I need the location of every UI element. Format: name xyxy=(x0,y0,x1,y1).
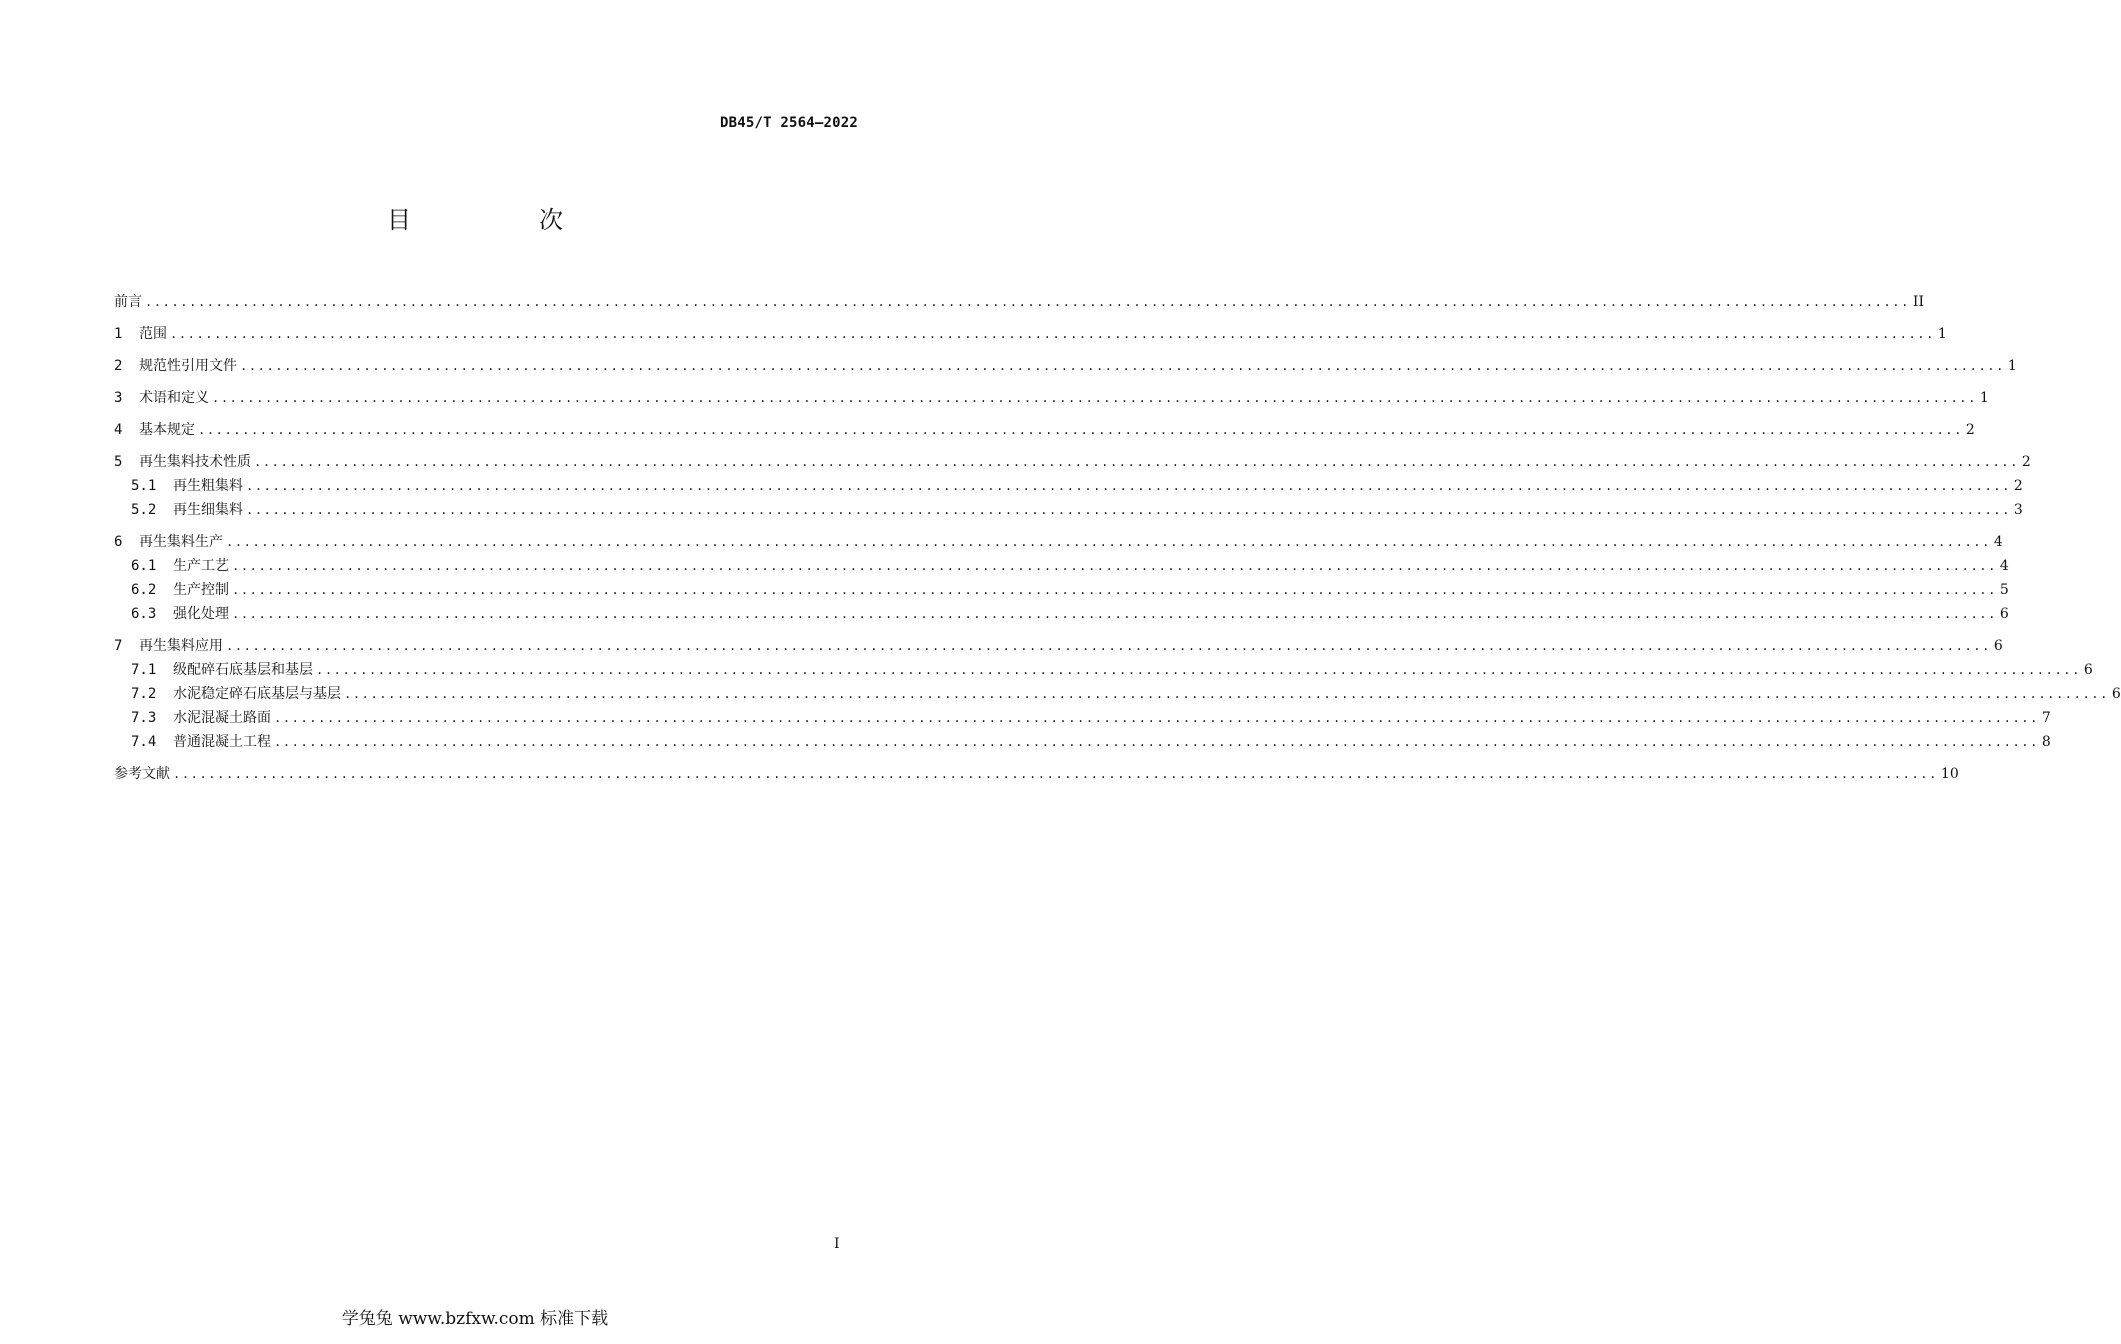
standard-code: DB45/T 2564—2022 xyxy=(719,115,858,131)
toc-entry-page: 2 xyxy=(2021,454,2031,470)
toc-leader-dots: ........................................................................................................................................................................................................ xyxy=(226,535,1991,549)
toc-entry-label: 普通混凝土工程 xyxy=(173,734,271,750)
toc-entry[interactable] xyxy=(114,656,2093,680)
toc-entry-number: 7.4 xyxy=(131,734,157,750)
toc-entry-label: 生产工艺 xyxy=(173,558,229,574)
toc-leader-dots: ........................................................................................................................................................................................................ xyxy=(198,423,1963,437)
toc-entry-label: 水泥稳定碎石底基层与基层 xyxy=(173,686,341,702)
toc-entry-number: 3 xyxy=(114,390,123,406)
toc-entry[interactable] xyxy=(114,288,1924,312)
toc-entry[interactable] xyxy=(114,496,2023,520)
toc-entry-page: 4 xyxy=(1993,534,2003,550)
toc-entry-label: 再生集料技术性质 xyxy=(139,454,251,470)
toc-entry-label: 术语和定义 xyxy=(139,390,209,406)
page-title: 目 次 xyxy=(387,206,615,234)
toc-entry-page: 2 xyxy=(2013,478,2023,494)
toc-entry-number: 6.1 xyxy=(131,558,157,574)
toc-entry-number: 6 xyxy=(114,534,123,550)
toc-entry-page: 8 xyxy=(2041,734,2051,750)
toc-entry-number: 2 xyxy=(114,358,123,374)
toc-leader-dots: ........................................................................................................................................................................................................ xyxy=(212,391,1977,405)
toc-entry-number: 7.2 xyxy=(131,686,157,702)
toc-leader-dots: ........................................................................................................................................................................................................ xyxy=(173,767,1938,781)
toc-leader-dots: ........................................................................................................................................................................................................ xyxy=(240,359,2005,373)
toc-entry-page: 6 xyxy=(1999,606,2009,622)
toc-entry[interactable] xyxy=(114,416,1975,440)
toc-entry-number: 6.2 xyxy=(131,582,157,598)
toc-entry-label: 水泥混凝土路面 xyxy=(173,710,271,726)
toc-entry-number: 4 xyxy=(114,422,123,438)
toc-entry-label: 前言 xyxy=(114,294,142,310)
toc-leader-dots: ........................................................................................................................................................................................................ xyxy=(170,327,1935,341)
toc-entry-label: 再生粗集料 xyxy=(173,478,243,494)
toc-entry-label: 基本规定 xyxy=(139,422,195,438)
toc-entry[interactable] xyxy=(114,528,2003,552)
toc-entry-page: 1 xyxy=(1937,326,1947,342)
toc-entry-number: 1 xyxy=(114,326,123,342)
toc-entry[interactable] xyxy=(114,680,2121,704)
toc-entry-page: 1 xyxy=(1979,390,1989,406)
toc-leader-dots: ........................................................................................................................................................................................................ xyxy=(232,583,1997,597)
toc-entry[interactable] xyxy=(114,760,1959,784)
toc-entry[interactable] xyxy=(114,552,2009,576)
toc-entry-label: 强化处理 xyxy=(173,606,229,622)
toc-leader-dots: ........................................................................................................................................................................................................ xyxy=(344,687,2109,701)
toc-entry-label: 再生集料应用 xyxy=(139,638,223,654)
toc-entry-label: 级配碎石底基层和基层 xyxy=(173,662,313,678)
table-of-contents xyxy=(114,288,2121,784)
toc-entry-label: 再生集料生产 xyxy=(139,534,223,550)
toc-entry[interactable] xyxy=(114,632,2003,656)
toc-entry-number: 7.3 xyxy=(131,710,157,726)
toc-entry[interactable] xyxy=(114,600,2009,624)
toc-entry[interactable] xyxy=(114,384,1989,408)
page-number: I xyxy=(834,1236,840,1252)
toc-leader-dots: ........................................................................................................................................................................................................ xyxy=(274,735,2039,749)
toc-leader-dots: ........................................................................................................................................................................................................ xyxy=(246,503,2011,517)
toc-entry-label: 范围 xyxy=(139,326,167,342)
toc-entry-number: 6.3 xyxy=(131,606,157,622)
toc-entry-label: 参考文献 xyxy=(114,766,170,782)
toc-leader-dots: ........................................................................................................................................................................................................ xyxy=(254,455,2019,469)
toc-entry-page: 5 xyxy=(1999,582,2009,598)
toc-entry[interactable] xyxy=(114,728,2051,752)
toc-leader-dots: ........................................................................................................................................................................................................ xyxy=(246,479,2011,493)
toc-entry-page: 6 xyxy=(2111,686,2121,702)
toc-entry[interactable] xyxy=(114,704,2051,728)
toc-entry[interactable] xyxy=(114,320,1947,344)
toc-entry-label: 再生细集料 xyxy=(173,502,243,518)
toc-leader-dots: ........................................................................................................................................................................................................ xyxy=(145,295,1910,309)
toc-leader-dots: ........................................................................................................................................................................................................ xyxy=(226,639,1991,653)
toc-entry[interactable] xyxy=(114,576,2009,600)
toc-entry-page: 6 xyxy=(2083,662,2093,678)
toc-entry-page: 4 xyxy=(1999,558,2009,574)
toc-entry-page: 10 xyxy=(1940,766,1959,782)
toc-entry-page: II xyxy=(1912,294,1924,310)
toc-leader-dots: ........................................................................................................................................................................................................ xyxy=(232,559,1997,573)
toc-entry-label: 生产控制 xyxy=(173,582,229,598)
toc-entry-page: 2 xyxy=(1965,422,1975,438)
toc-leader-dots: ........................................................................................................................................................................................................ xyxy=(232,607,1997,621)
toc-entry[interactable] xyxy=(114,352,2017,376)
toc-entry[interactable] xyxy=(114,448,2031,472)
toc-entry[interactable] xyxy=(114,472,2023,496)
toc-entry-page: 1 xyxy=(2007,358,2017,374)
toc-entry-number: 5.1 xyxy=(131,478,157,494)
toc-entry-number: 7.1 xyxy=(131,662,157,678)
toc-entry-label: 规范性引用文件 xyxy=(139,358,237,374)
toc-entry-number: 5 xyxy=(114,454,123,470)
toc-leader-dots: ........................................................................................................................................................................................................ xyxy=(274,711,2039,725)
toc-entry-page: 7 xyxy=(2041,710,2051,726)
footer-watermark: 学兔兔 www.bzfxw.com 标准下载 xyxy=(341,1309,609,1329)
toc-entry-page: 3 xyxy=(2013,502,2023,518)
toc-entry-number: 7 xyxy=(114,638,123,654)
toc-leader-dots: ........................................................................................................................................................................................................ xyxy=(316,663,2081,677)
toc-entry-page: 6 xyxy=(1993,638,2003,654)
toc-entry-number: 5.2 xyxy=(131,502,157,518)
